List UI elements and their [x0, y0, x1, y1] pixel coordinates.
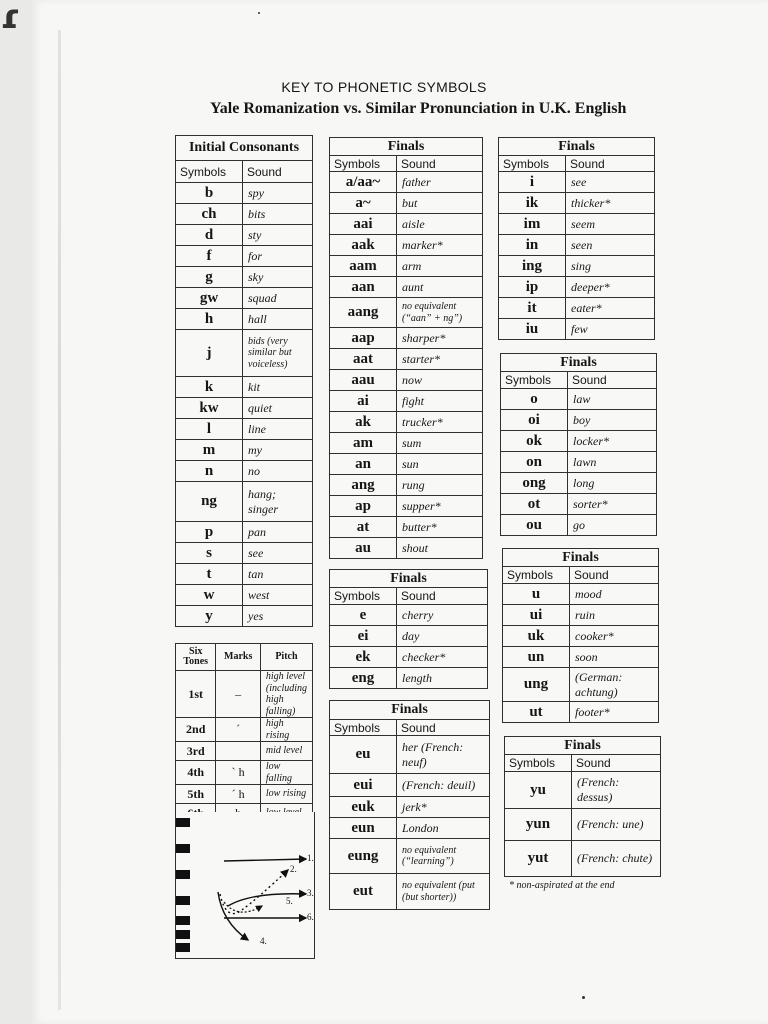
symbol-cell: au	[330, 538, 397, 559]
sound-cell: thicker*	[566, 193, 655, 214]
symbol-cell: ng	[176, 482, 243, 522]
symbol-cell: aan	[330, 277, 397, 298]
table-title: Finals	[503, 549, 659, 567]
symbol-cell: i	[499, 172, 566, 193]
symbol-cell: aap	[330, 328, 397, 349]
table-row	[176, 183, 313, 204]
table-row	[330, 736, 490, 774]
symbol-cell: kw	[176, 398, 243, 419]
sound-cell: no	[243, 461, 313, 482]
symbol-cell: ch	[176, 204, 243, 225]
symbol-cell: uk	[503, 626, 570, 647]
symbol-cell: y	[176, 606, 243, 627]
symbol-cell: ot	[501, 494, 568, 515]
table-row	[330, 214, 483, 235]
table-row	[330, 647, 488, 668]
sound-cell: but	[397, 193, 483, 214]
table-row	[330, 235, 483, 256]
table-row	[176, 267, 313, 288]
table-row	[503, 647, 659, 668]
six-tones-header: Six Tones	[176, 644, 216, 671]
sound-header: Sound	[397, 156, 483, 172]
table-row	[505, 772, 661, 809]
symbol-cell: n	[176, 461, 243, 482]
symbol-cell: eui	[330, 774, 397, 797]
sound-cell: butter*	[397, 517, 483, 538]
symbol-cell: oi	[501, 410, 568, 431]
sound-cell: kit	[243, 377, 313, 398]
symbol-cell: at	[330, 517, 397, 538]
table-row	[330, 328, 483, 349]
tone-pitch-cell: low falling	[260, 761, 312, 785]
symbol-cell: iu	[499, 319, 566, 340]
sound-cell: sun	[397, 454, 483, 475]
symbol-cell: o	[501, 389, 568, 410]
tone-contour-diagram	[175, 812, 315, 959]
symbol-cell: ek	[330, 647, 397, 668]
sound-cell: deeper*	[566, 277, 655, 298]
tone-row	[176, 671, 313, 718]
symbols-header: Symbols	[330, 720, 397, 736]
symbols-header: Symbols	[499, 156, 566, 172]
symbol-cell: aat	[330, 349, 397, 370]
sound-cell: London	[397, 818, 490, 839]
symbol-cell: ip	[499, 277, 566, 298]
footnote: * non-aspirated at the end	[509, 880, 615, 891]
sound-cell: hall	[243, 309, 313, 330]
symbol-cell: aak	[330, 235, 397, 256]
sound-cell: her (French: neuf)	[397, 736, 490, 774]
table-row	[330, 277, 483, 298]
table-title: Initial Consonants	[176, 136, 313, 161]
sound-cell: law	[568, 389, 657, 410]
sound-cell: spy	[243, 183, 313, 204]
table-row	[330, 496, 483, 517]
symbols-header: Symbols	[505, 755, 572, 772]
sound-header: Sound	[566, 156, 655, 172]
tone-mark-cell: ` h	[216, 761, 260, 785]
symbol-cell: yut	[505, 841, 572, 877]
symbol-cell: aam	[330, 256, 397, 277]
sound-cell: rung	[397, 475, 483, 496]
symbol-cell: f	[176, 246, 243, 267]
symbol-cell: ei	[330, 626, 397, 647]
sound-cell: cherry	[397, 605, 488, 626]
tone-pitch-cell: high rising	[260, 718, 312, 742]
symbol-cell: ong	[501, 473, 568, 494]
table-row	[501, 431, 657, 452]
sound-cell: hang; singer	[243, 482, 313, 522]
table-row	[330, 433, 483, 454]
sound-cell: sing	[566, 256, 655, 277]
sound-cell: arm	[397, 256, 483, 277]
table-row	[330, 370, 483, 391]
symbol-cell: t	[176, 564, 243, 585]
table-row	[176, 543, 313, 564]
symbol-cell: euk	[330, 797, 397, 818]
page-fold-line	[58, 30, 61, 1010]
speck	[582, 996, 585, 999]
table-row	[176, 246, 313, 267]
table-row	[330, 538, 483, 559]
page-title: KEY TO PHONETIC SYMBOLS	[281, 79, 487, 95]
table-row	[499, 277, 655, 298]
sound-cell: eater*	[566, 298, 655, 319]
sound-header: Sound	[397, 588, 488, 605]
symbol-cell: eut	[330, 874, 397, 910]
symbol-cell: gw	[176, 288, 243, 309]
symbol-cell: ak	[330, 412, 397, 433]
symbol-cell: yu	[505, 772, 572, 809]
table-row	[176, 330, 313, 377]
symbol-cell: a~	[330, 193, 397, 214]
sound-cell: line	[243, 419, 313, 440]
sound-cell: father	[397, 172, 483, 193]
symbol-cell: eun	[330, 818, 397, 839]
table-row	[499, 172, 655, 193]
sound-cell: tan	[243, 564, 313, 585]
sound-cell: locker*	[568, 431, 657, 452]
tone-pitch-cell: low rising	[260, 785, 312, 804]
table-row	[176, 309, 313, 330]
tone-number-cell: 4th	[176, 761, 216, 785]
sound-cell: sum	[397, 433, 483, 454]
sound-cell: jerk*	[397, 797, 490, 818]
sound-cell: checker*	[397, 647, 488, 668]
table-title: Finals	[330, 138, 483, 156]
symbol-cell: on	[501, 452, 568, 473]
table-row	[330, 517, 483, 538]
table-row	[176, 225, 313, 246]
sound-cell: my	[243, 440, 313, 461]
tone-contour-svg	[176, 812, 314, 958]
sound-cell: shout	[397, 538, 483, 559]
table-row	[503, 668, 659, 702]
table-row	[501, 389, 657, 410]
table-row	[330, 605, 488, 626]
sound-cell: aunt	[397, 277, 483, 298]
sound-cell: seen	[566, 235, 655, 256]
tone-mark-cell	[216, 742, 260, 761]
symbol-cell: ou	[501, 515, 568, 536]
table-row	[330, 349, 483, 370]
symbols-header: Symbols	[330, 588, 397, 605]
sound-cell: supper*	[397, 496, 483, 517]
table-row	[330, 298, 483, 328]
table-row	[501, 452, 657, 473]
sound-cell: west	[243, 585, 313, 606]
table-row	[501, 410, 657, 431]
table-row	[330, 818, 490, 839]
sound-cell: sorter*	[568, 494, 657, 515]
tone-label-5: 5.	[286, 896, 293, 906]
tone-pitch-cell: mid level	[260, 742, 312, 761]
symbol-cell: ut	[503, 702, 570, 723]
tone-row	[176, 742, 313, 761]
table-row	[499, 235, 655, 256]
table-row	[176, 564, 313, 585]
table-row	[330, 454, 483, 475]
table-row	[176, 377, 313, 398]
finals-i-table	[498, 137, 655, 340]
sound-cell: (French: une)	[572, 809, 661, 841]
symbol-cell: im	[499, 214, 566, 235]
sound-cell: mood	[570, 584, 659, 605]
tone-row	[176, 785, 313, 804]
sound-header: Sound	[570, 567, 659, 584]
sound-cell: boy	[568, 410, 657, 431]
sound-header: Sound	[243, 161, 313, 183]
symbol-cell: g	[176, 267, 243, 288]
table-row	[501, 473, 657, 494]
symbol-cell: ui	[503, 605, 570, 626]
sound-cell: aisle	[397, 214, 483, 235]
symbol-cell: d	[176, 225, 243, 246]
symbol-cell: it	[499, 298, 566, 319]
table-row	[330, 797, 490, 818]
table-row	[330, 391, 483, 412]
table-row	[499, 298, 655, 319]
symbol-cell: ai	[330, 391, 397, 412]
symbol-cell: eu	[330, 736, 397, 774]
initial-consonants-table	[175, 135, 313, 627]
sound-cell: trucker*	[397, 412, 483, 433]
symbol-cell: un	[503, 647, 570, 668]
tone-row	[176, 718, 313, 742]
table-row	[176, 440, 313, 461]
table-row	[330, 172, 483, 193]
table-title: Finals	[330, 701, 490, 720]
sound-cell: fight	[397, 391, 483, 412]
symbol-cell: aang	[330, 298, 397, 328]
table-row	[176, 288, 313, 309]
table-row	[503, 605, 659, 626]
symbols-header: Symbols	[503, 567, 570, 584]
sound-cell: (French: dessus)	[572, 772, 661, 809]
sound-cell: no equivalent (put (but shorter))	[397, 874, 490, 910]
table-row	[176, 398, 313, 419]
symbol-cell: s	[176, 543, 243, 564]
finals-a-table	[329, 137, 483, 559]
table-title: Finals	[330, 570, 488, 588]
sound-cell: starter*	[397, 349, 483, 370]
sound-cell: (German: achtung)	[570, 668, 659, 702]
sound-cell: (French: chute)	[572, 841, 661, 877]
symbols-header: Symbols	[501, 372, 568, 389]
finals-e-table	[329, 569, 488, 689]
table-title: Finals	[501, 354, 657, 372]
symbol-cell: ap	[330, 496, 397, 517]
table-row	[501, 494, 657, 515]
symbol-cell: ang	[330, 475, 397, 496]
symbol-cell: aai	[330, 214, 397, 235]
symbol-cell: m	[176, 440, 243, 461]
tone-number-cell: 1st	[176, 671, 216, 718]
sound-cell: day	[397, 626, 488, 647]
sound-cell: no equivalent (“aan” + ng”)	[397, 298, 483, 328]
table-row	[503, 626, 659, 647]
sound-cell: sky	[243, 267, 313, 288]
marks-header: Marks	[216, 644, 260, 671]
sound-cell: yes	[243, 606, 313, 627]
six-tones-table	[175, 643, 313, 823]
tone-label-4: 4.	[260, 936, 267, 946]
sound-cell: sharper*	[397, 328, 483, 349]
table-row	[330, 475, 483, 496]
sound-cell: footer*	[570, 702, 659, 723]
symbols-header: Symbols	[330, 156, 397, 172]
table-row	[330, 874, 490, 910]
table-row	[503, 702, 659, 723]
sound-cell: go	[568, 515, 657, 536]
symbol-cell: yun	[505, 809, 572, 841]
sound-cell: cooker*	[570, 626, 659, 647]
table-row	[176, 522, 313, 543]
table-row	[499, 319, 655, 340]
tone-number-cell: 5th	[176, 785, 216, 804]
symbol-cell: eung	[330, 839, 397, 874]
table-row	[176, 419, 313, 440]
table-row	[176, 482, 313, 522]
sound-cell: see	[566, 172, 655, 193]
table-row	[330, 774, 490, 797]
sound-cell: (French: deuil)	[397, 774, 490, 797]
table-row	[176, 585, 313, 606]
symbol-cell: ung	[503, 668, 570, 702]
symbol-cell: p	[176, 522, 243, 543]
symbol-cell: in	[499, 235, 566, 256]
symbol-cell: l	[176, 419, 243, 440]
sound-header: Sound	[572, 755, 661, 772]
sound-cell: soon	[570, 647, 659, 668]
pitch-header: Pitch	[260, 644, 312, 671]
tone-number-cell: 3rd	[176, 742, 216, 761]
tone-mark-cell: ´	[216, 718, 260, 742]
sound-cell: no equivalent (“learning”)	[397, 839, 490, 874]
symbol-cell: eng	[330, 668, 397, 689]
tone-pitch-cell: high level (including high falling)	[260, 671, 312, 718]
finals-u-table	[502, 548, 659, 723]
table-row	[499, 193, 655, 214]
speck	[258, 12, 260, 14]
symbol-cell: u	[503, 584, 570, 605]
table-row	[176, 606, 313, 627]
finals-o-table	[500, 353, 657, 536]
tone-number-cell: 2nd	[176, 718, 216, 742]
sound-cell: bits	[243, 204, 313, 225]
sound-cell: length	[397, 668, 488, 689]
symbol-cell: an	[330, 454, 397, 475]
sound-cell: marker*	[397, 235, 483, 256]
sound-cell: see	[243, 543, 313, 564]
tone-label-2: 2.	[290, 864, 297, 874]
table-title: Finals	[505, 737, 661, 755]
symbol-cell: a/aa~	[330, 172, 397, 193]
table-row	[330, 668, 488, 689]
tone-label-6: 6.	[307, 912, 314, 922]
sound-header: Sound	[568, 372, 657, 389]
table-row	[330, 193, 483, 214]
symbol-cell: ik	[499, 193, 566, 214]
symbol-cell: am	[330, 433, 397, 454]
table-row	[330, 256, 483, 277]
page-subtitle: Yale Romanization vs. Similar Pronunciation in U.K. English	[210, 100, 627, 117]
symbol-cell: e	[330, 605, 397, 626]
sound-cell: bids (very similar but voiceless)	[243, 330, 313, 377]
finals-eu-table	[329, 700, 490, 910]
tone-label-3: 3.	[307, 888, 314, 898]
sound-cell: ruin	[570, 605, 659, 626]
tone-label-1: 1.	[307, 853, 314, 863]
symbol-cell: b	[176, 183, 243, 204]
sound-cell: pan	[243, 522, 313, 543]
sound-cell: for	[243, 246, 313, 267]
symbol-cell: w	[176, 585, 243, 606]
table-row	[330, 839, 490, 874]
table-title: Finals	[499, 138, 655, 156]
sound-cell: long	[568, 473, 657, 494]
tone-mark-cell: ´ h	[216, 785, 260, 804]
symbol-cell: aau	[330, 370, 397, 391]
table-row	[503, 584, 659, 605]
table-row	[499, 214, 655, 235]
table-row	[501, 515, 657, 536]
symbol-cell: ok	[501, 431, 568, 452]
symbol-cell: k	[176, 377, 243, 398]
table-row	[330, 412, 483, 433]
sound-cell: seem	[566, 214, 655, 235]
symbol-cell: j	[176, 330, 243, 377]
table-row	[330, 626, 488, 647]
table-row	[505, 841, 661, 877]
sound-cell: sty	[243, 225, 313, 246]
sound-header: Sound	[397, 720, 490, 736]
symbols-header: Symbols	[176, 161, 243, 183]
sound-cell: squad	[243, 288, 313, 309]
symbol-cell: h	[176, 309, 243, 330]
finals-y-table	[504, 736, 661, 877]
sound-cell: now	[397, 370, 483, 391]
table-row	[176, 204, 313, 225]
tone-row	[176, 761, 313, 785]
sound-cell: lawn	[568, 452, 657, 473]
tone-mark-cell: –	[216, 671, 260, 718]
table-row	[505, 809, 661, 841]
sound-cell: quiet	[243, 398, 313, 419]
symbol-cell: ing	[499, 256, 566, 277]
sound-cell: few	[566, 319, 655, 340]
table-row	[176, 461, 313, 482]
table-row	[499, 256, 655, 277]
binder-clip-mark: ɾ	[0, 0, 21, 37]
